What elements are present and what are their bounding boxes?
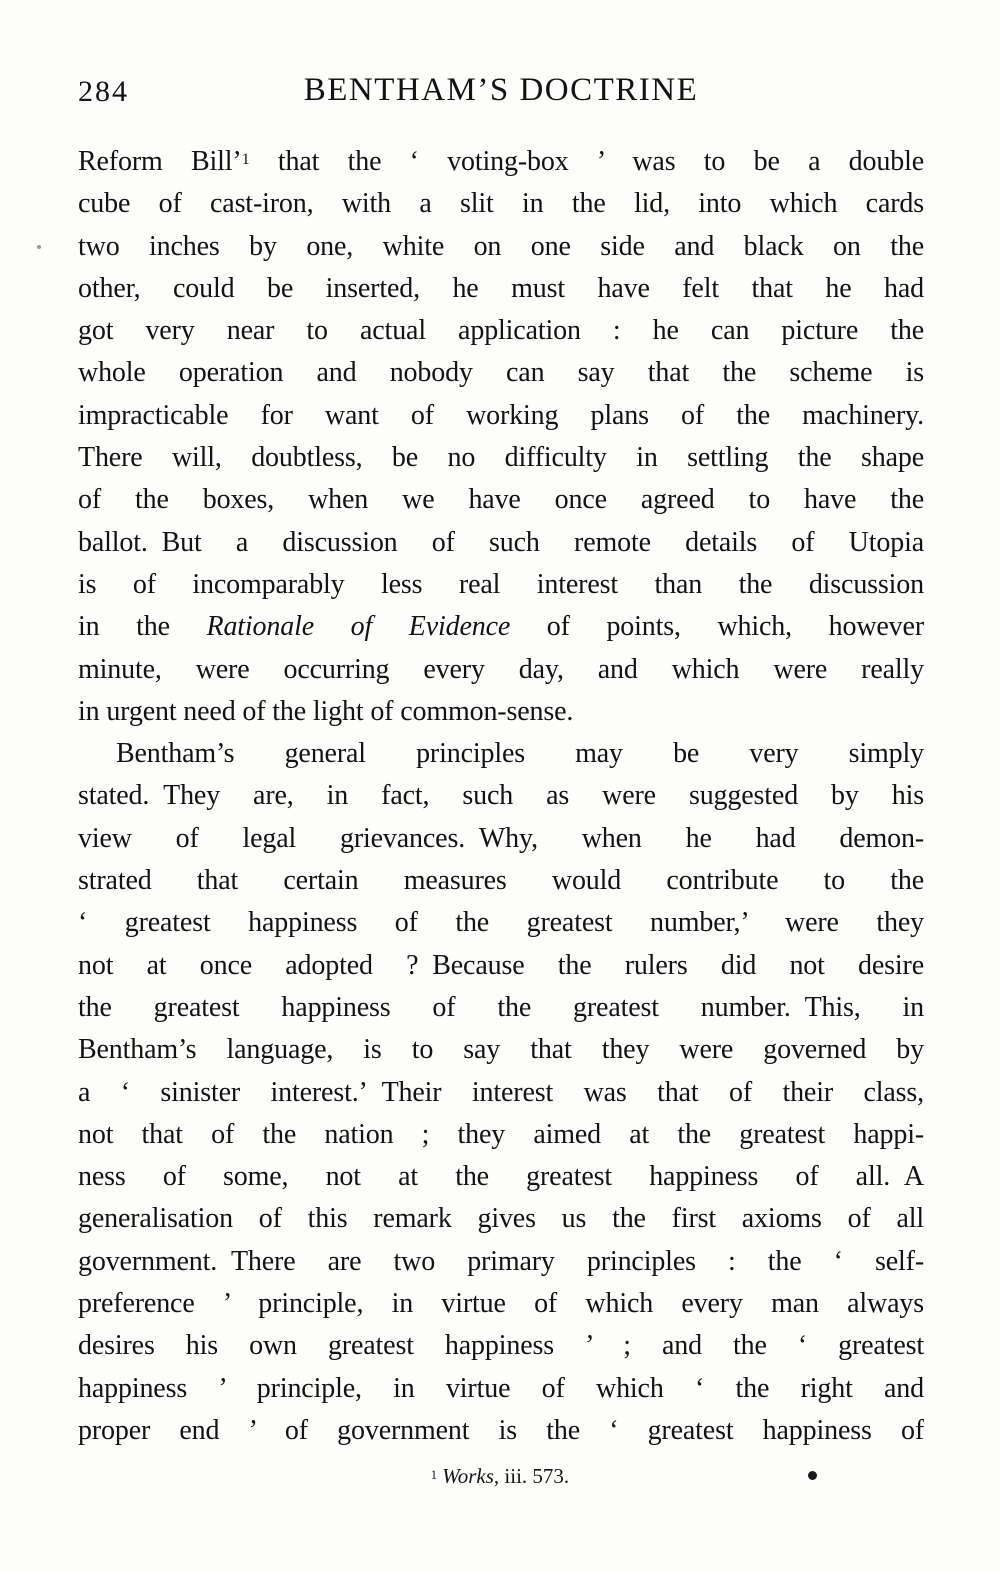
text-run: of the boxes, when we have once agreed to have the	[78, 484, 924, 516]
text-run: government. There are two primary principles : the ‘ self-	[78, 1245, 924, 1277]
footnote	[0, 1463, 1000, 1489]
text-line	[78, 564, 924, 606]
text-run: is of incomparably less real interest than the discussion	[78, 568, 924, 600]
text-run: Reform Bill’	[78, 146, 242, 177]
text-line	[78, 733, 924, 775]
text-run: ness of some, not at the greatest happiness of all. A	[78, 1161, 924, 1193]
text-run: in urgent need of the light of common-sense.	[78, 695, 574, 727]
text-line	[78, 775, 924, 817]
text-run: minute, were occurring every day, and which were really	[78, 653, 924, 685]
text-line	[78, 479, 924, 521]
text-run: generalisation of this remark gives us the first axioms of all	[78, 1203, 924, 1235]
text-line	[78, 1241, 924, 1283]
text-run: strated that certain measures would contribute to the	[78, 865, 924, 897]
text-line	[78, 395, 924, 437]
text-line	[78, 1198, 924, 1240]
text-line	[78, 310, 924, 352]
text-line	[78, 1029, 924, 1071]
text-line	[78, 1325, 924, 1367]
text-line	[78, 268, 924, 310]
text-line	[78, 649, 924, 691]
text-run: not that of the nation ; they aimed at the greatest happi-	[78, 1118, 924, 1150]
text-line	[78, 1156, 924, 1198]
text-line	[78, 902, 924, 944]
text-line	[78, 1410, 924, 1452]
italic-text-run: Works	[442, 1464, 494, 1488]
text-run: , iii. 573.	[493, 1464, 570, 1488]
text-run: ‘ greatest happiness of the greatest number,’ were they	[78, 907, 924, 939]
text-line	[78, 1283, 924, 1325]
text-line	[78, 987, 924, 1029]
text-run: stated. They are, in fact, such as were suggested by his	[78, 780, 924, 812]
text-run: of points, which, however	[510, 611, 924, 643]
text-line	[78, 1114, 924, 1156]
text-run: ballot. But a discussion of such remote details of Utopia	[78, 526, 924, 558]
text-run: that the ‘ voting-box ’ was to be a double	[249, 146, 924, 177]
text-line	[78, 522, 924, 564]
text-run: desires his own greatest happiness ’ ; and the ‘ greatest	[78, 1330, 924, 1362]
margin-speck-artifact	[37, 245, 41, 249]
text-line	[78, 606, 924, 648]
text-run: in the	[78, 611, 207, 643]
text-line	[78, 860, 924, 902]
text-run: Bentham’s general principles may be very simply	[116, 738, 924, 770]
text-line	[78, 437, 924, 479]
text-run: two inches by one, white on one side and black on the	[78, 230, 924, 262]
footnote-marker: 1	[241, 150, 250, 168]
text-run: got very near to actual application : he can picture the	[78, 315, 924, 347]
text-line	[78, 1072, 924, 1114]
text-run: There will, doubtless, be no difficulty in settling the shape	[78, 442, 924, 474]
text-run: happiness ’ principle, in virtue of which ‘ the right and	[78, 1372, 924, 1404]
text-line	[78, 945, 924, 987]
text-line	[78, 141, 924, 183]
footnote-marker: 1	[430, 1468, 437, 1482]
text-run: cube of cast-iron, with a slit in the lid, into which cards	[78, 188, 924, 220]
page-number: 284	[78, 75, 129, 108]
text-run: other, could be inserted, he must have felt that he had	[78, 272, 924, 304]
text-run: proper end ’ of government is the ‘ greatest happiness of	[78, 1414, 924, 1446]
text-line	[78, 691, 924, 733]
text-run: Bentham’s language, is to say that they were governed by	[78, 1034, 924, 1066]
italic-text-run: Rationale of Evidence	[206, 611, 511, 643]
text-line	[78, 183, 924, 225]
text-run: whole operation and nobody can say that the scheme is	[78, 357, 924, 389]
text-line	[78, 1368, 924, 1410]
text-run: impracticable for want of working plans of the machinery.	[78, 399, 924, 431]
text-line	[78, 818, 924, 860]
text-run: preference ’ principle, in virtue of which every man always	[78, 1288, 924, 1320]
running-header: BENTHAM’S DOCTRINE	[303, 72, 699, 108]
text-run: not at once adopted ? Because the rulers did not desire	[78, 949, 924, 981]
text-line	[78, 226, 924, 268]
page-body	[78, 141, 924, 1452]
page-header	[78, 72, 924, 112]
text-run: view of legal grievances. Why, when he had demon-	[78, 822, 924, 854]
text-run: the greatest happiness of the greatest number. This, in	[78, 991, 924, 1023]
text-run: a ‘ sinister interest.’ Their interest was that of their class,	[78, 1076, 924, 1108]
ink-dot-artifact	[808, 1471, 817, 1480]
text-line	[78, 352, 924, 394]
